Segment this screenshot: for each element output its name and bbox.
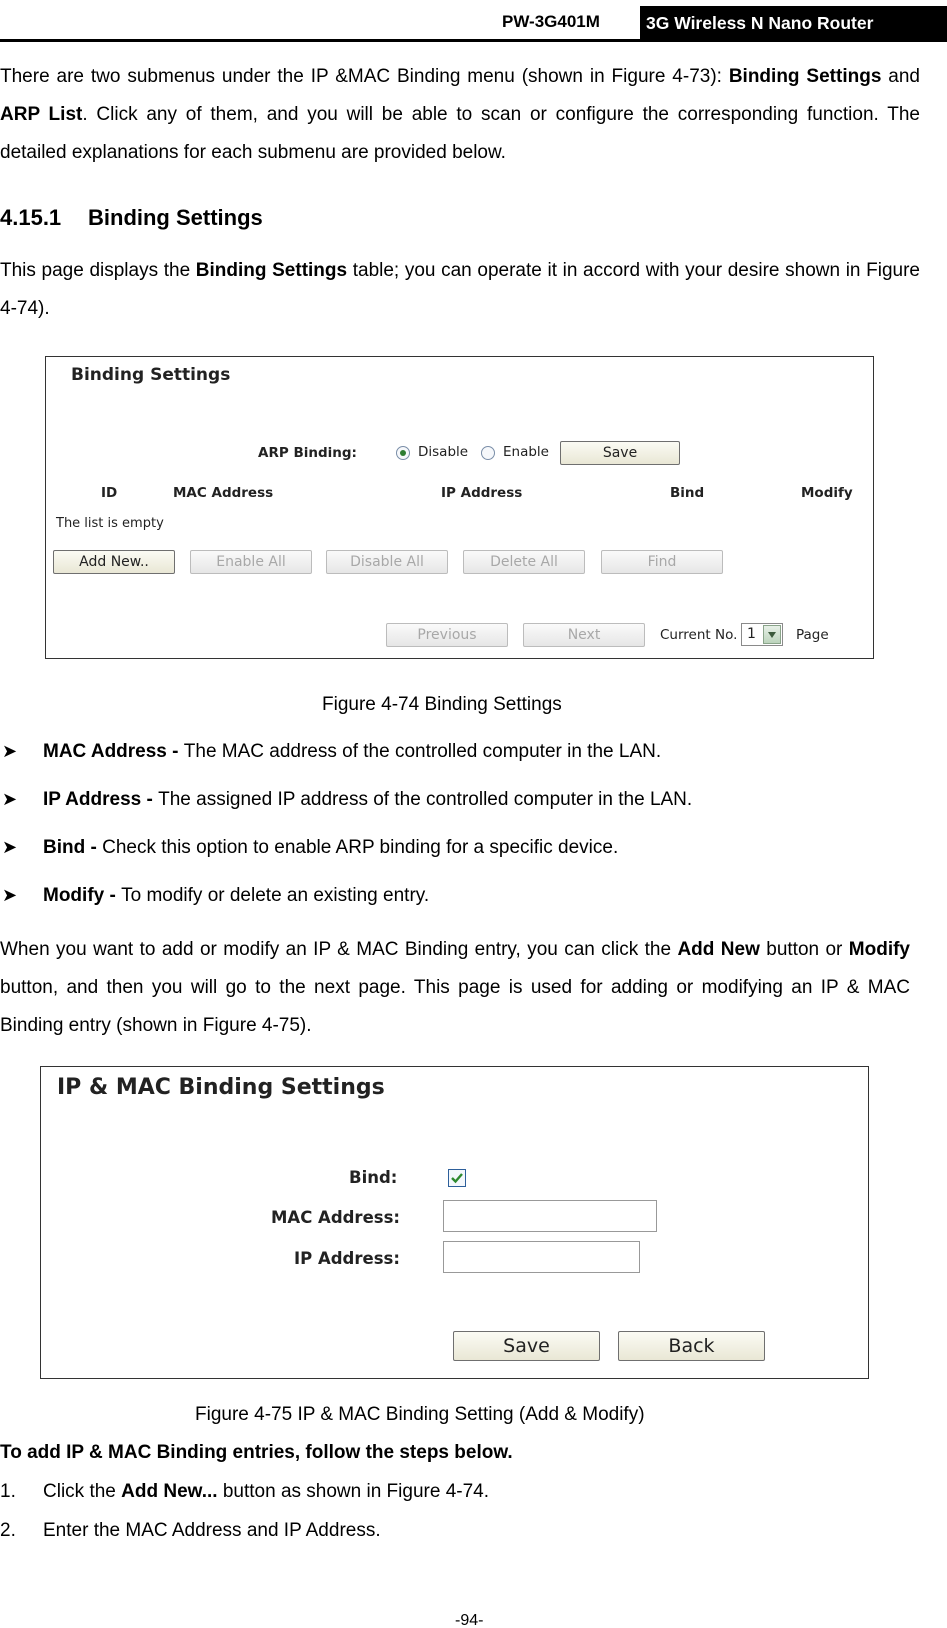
section-intro — [0, 252, 920, 328]
bullet-term: Modify - — [43, 885, 122, 906]
current-no-label: Current No. — [660, 627, 738, 643]
figure2-caption: Figure 4-75 IP & MAC Binding Setting (Add & Modify) — [195, 1404, 645, 1425]
check-icon — [450, 1171, 464, 1185]
add-para-bold-modify: Modify — [848, 939, 910, 960]
step-text-pre: Enter the MAC Address and IP Address. — [43, 1520, 381, 1541]
add-para-bold-add-new: Add New — [677, 939, 760, 960]
radio-disable[interactable] — [396, 446, 410, 460]
bullet-text: The MAC address of the controlled computer in the LAN. — [183, 741, 662, 762]
bullet-term: MAC Address - — [43, 741, 184, 762]
arrow-bullet-icon: ➤ — [2, 741, 18, 761]
next-button[interactable]: Next — [523, 623, 645, 647]
figure-binding-settings — [45, 356, 874, 659]
add-para-mid: button or — [759, 939, 849, 960]
intro-text: There are two submenus under the IP &MAC Binding menu (shown in Figure 4-73): — [0, 66, 729, 87]
bullet-term: Bind - — [43, 837, 103, 858]
section-intro-pre: This page displays the — [0, 260, 196, 281]
figure1-title: Binding Settings — [71, 365, 231, 385]
bullet-text: Check this option to enable ARP binding for a specific device. — [102, 837, 619, 858]
back-button[interactable]: Back — [618, 1331, 765, 1361]
intro-bold-binding-settings: Binding Settings — [728, 66, 882, 87]
page-number: -94- — [455, 1612, 484, 1628]
bullet-text: To modify or delete an existing entry. — [121, 885, 430, 906]
bind-label: Bind: — [349, 1168, 398, 1187]
header-product: 3G Wireless N Nano Router — [640, 6, 947, 40]
figure2-title: IP & MAC Binding Settings — [57, 1075, 385, 1100]
mac-address-field[interactable] — [443, 1200, 657, 1232]
col-bind: Bind — [670, 485, 705, 501]
col-mac-address: MAC Address — [173, 485, 274, 501]
chevron-down-icon — [763, 625, 781, 644]
section-number: 4.15.1 — [0, 205, 62, 230]
ip-address-field[interactable] — [443, 1241, 640, 1273]
step-text-bold: Add New... — [121, 1481, 218, 1502]
bind-checkbox[interactable] — [448, 1169, 466, 1187]
arrow-bullet-icon: ➤ — [2, 837, 18, 857]
list-empty-text: The list is empty — [56, 516, 164, 531]
figure-ip-mac-binding-settings — [40, 1066, 869, 1379]
col-ip-address: IP Address — [441, 485, 523, 501]
steps-heading: To add IP & MAC Binding entries, follow the steps below. — [0, 1442, 513, 1463]
ip-address-label: IP Address: — [294, 1249, 400, 1268]
arrow-bullet-icon: ➤ — [2, 885, 18, 905]
header-model: PW-3G401M — [502, 12, 600, 31]
step-text-post: button as shown in Figure 4-74. — [217, 1481, 489, 1502]
disable-all-button[interactable]: Disable All — [326, 550, 448, 574]
page-label: Page — [796, 627, 829, 643]
page-select[interactable] — [741, 623, 783, 646]
add-modify-paragraph — [0, 931, 910, 1045]
section-title: Binding Settings — [88, 205, 263, 230]
intro-rest: . Click any of them, and you will be able to scan or configure the corresponding function. The detailed explanations for each submenu are provided below. — [0, 104, 920, 163]
col-id: ID — [101, 485, 118, 501]
previous-button[interactable]: Previous — [386, 623, 508, 647]
arp-save-button[interactable]: Save — [560, 441, 680, 465]
arp-binding-label: ARP Binding: — [258, 445, 357, 461]
step-number: 2. — [0, 1520, 16, 1541]
radio-enable-label: Enable — [503, 444, 549, 460]
page-select-value: 1 — [747, 626, 756, 642]
add-para-pre: When you want to add or modify an IP & MAC Binding entry, you can click the — [0, 939, 678, 960]
header-rule — [0, 39, 947, 42]
save-button[interactable]: Save — [453, 1331, 600, 1361]
step-number: 1. — [0, 1481, 16, 1502]
bullet-term: IP Address - — [43, 789, 159, 810]
intro-bold-arp-list: ARP List — [0, 104, 83, 125]
delete-all-button[interactable]: Delete All — [463, 550, 585, 574]
section-intro-post: table; you can operate it in accord with your desire shown in Figure 4-74). — [0, 260, 920, 319]
section-intro-bold: Binding Settings — [195, 260, 348, 281]
radio-enable[interactable] — [481, 446, 495, 460]
intro-paragraph — [0, 58, 920, 172]
enable-all-button[interactable]: Enable All — [190, 550, 312, 574]
mac-address-label: MAC Address: — [271, 1208, 401, 1227]
section-heading — [0, 205, 263, 231]
col-modify: Modify — [801, 485, 853, 501]
figure1-caption: Figure 4-74 Binding Settings — [322, 694, 562, 715]
intro-and: and — [881, 66, 920, 87]
bullet-text: The assigned IP address of the controlled computer in the LAN. — [158, 789, 693, 810]
radio-disable-label: Disable — [418, 444, 469, 460]
find-button[interactable]: Find — [601, 550, 723, 574]
add-para-post: button, and then you will go to the next page. This page is used for adding or modifying an IP & MAC Binding entry (shown in Figure 4-75). — [0, 977, 910, 1036]
step-text-pre: Click the — [43, 1481, 122, 1502]
add-new-button[interactable]: Add New.. — [53, 550, 175, 574]
arrow-bullet-icon: ➤ — [2, 789, 18, 809]
